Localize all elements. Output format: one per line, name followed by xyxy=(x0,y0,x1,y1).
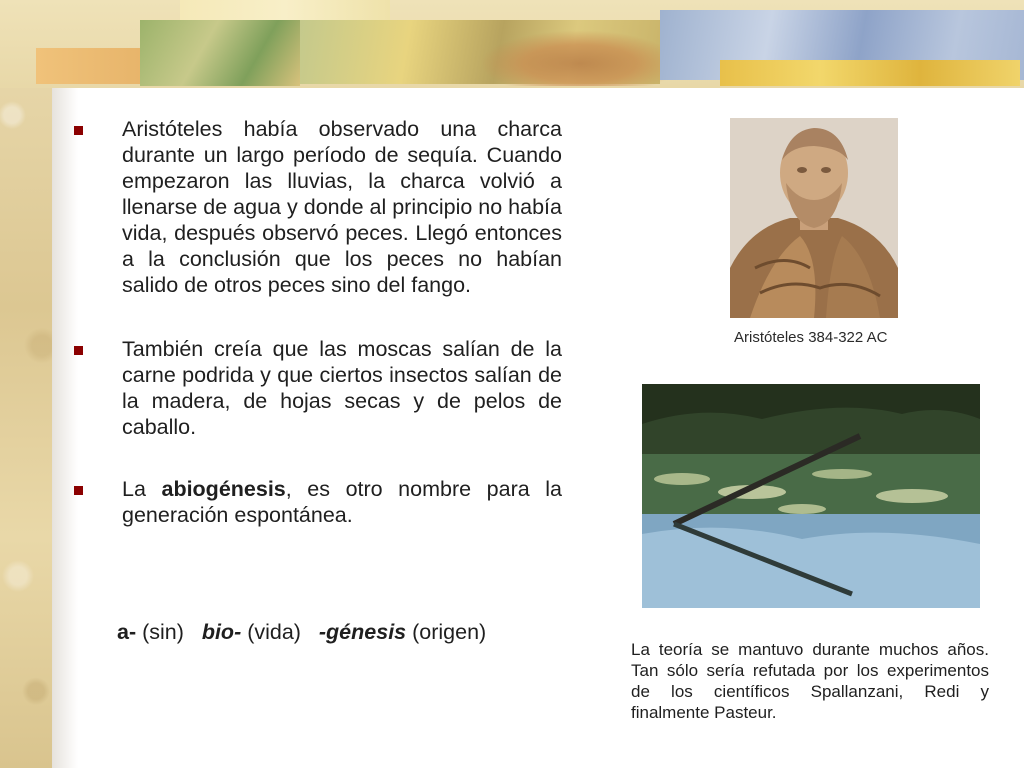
bullet-item xyxy=(72,116,562,298)
banner-tile-orange xyxy=(36,48,146,84)
bullet-list xyxy=(72,116,562,528)
bullet-text xyxy=(122,476,562,528)
etymology-line xyxy=(117,620,486,645)
portrait-caption: Aristóteles 384-322 AC xyxy=(734,329,888,346)
prefix-bio-meaning: (vida) xyxy=(241,620,319,644)
decorative-banner xyxy=(0,0,1024,88)
banner-tile-golden-grass xyxy=(720,60,1020,86)
banner-tile-leaf xyxy=(480,30,680,86)
aristotle-bust-image xyxy=(730,118,898,318)
suffix-genesis-term: -génesis xyxy=(318,620,407,644)
pond-icon xyxy=(642,384,980,608)
square-bullet-icon xyxy=(74,126,83,135)
suffix-genesis-meaning: (origen) xyxy=(406,620,487,644)
bullet-item xyxy=(72,336,562,440)
prefix-a-meaning: (sin) xyxy=(136,620,202,644)
square-bullet-icon xyxy=(74,346,83,355)
bullet-text: También creía que las moscas salían de la carne podrida y que ciertos insectos salían de la madera, de hojas secas y de pelos de caballo. xyxy=(122,337,562,439)
prefix-bio-term: bio- xyxy=(201,620,242,644)
square-bullet-icon xyxy=(74,486,83,495)
bullet-item xyxy=(72,476,562,528)
prefix-a-term: a- xyxy=(117,620,137,644)
pond-image xyxy=(642,384,980,608)
aristotle-bust-icon xyxy=(730,118,898,318)
bullet-prefix: La xyxy=(122,477,162,501)
abiogenesis-term: abiogénesis xyxy=(161,477,286,501)
bullet-suffix: , es otro nombre para la generación espontánea. xyxy=(122,477,562,527)
pond-caption: La teoría se mantuvo durante muchos años. Tan sólo sería refutada por los experimentos de los científicos Spallanzani, Redi y finalmente Pasteur. xyxy=(631,640,989,722)
bullet-text: Aristóteles había observado una charca durante un largo período de sequía. Cuando empezaron las lluvias, la charca volvió a llenarse de agua y donde al principio no había vida, después observó peces. Llegó entonces a la conclusión que los peces no habían salido de otros peces sino del fango. xyxy=(122,117,562,297)
banner-tile-leaves xyxy=(140,20,300,86)
parchment-border xyxy=(0,0,60,768)
